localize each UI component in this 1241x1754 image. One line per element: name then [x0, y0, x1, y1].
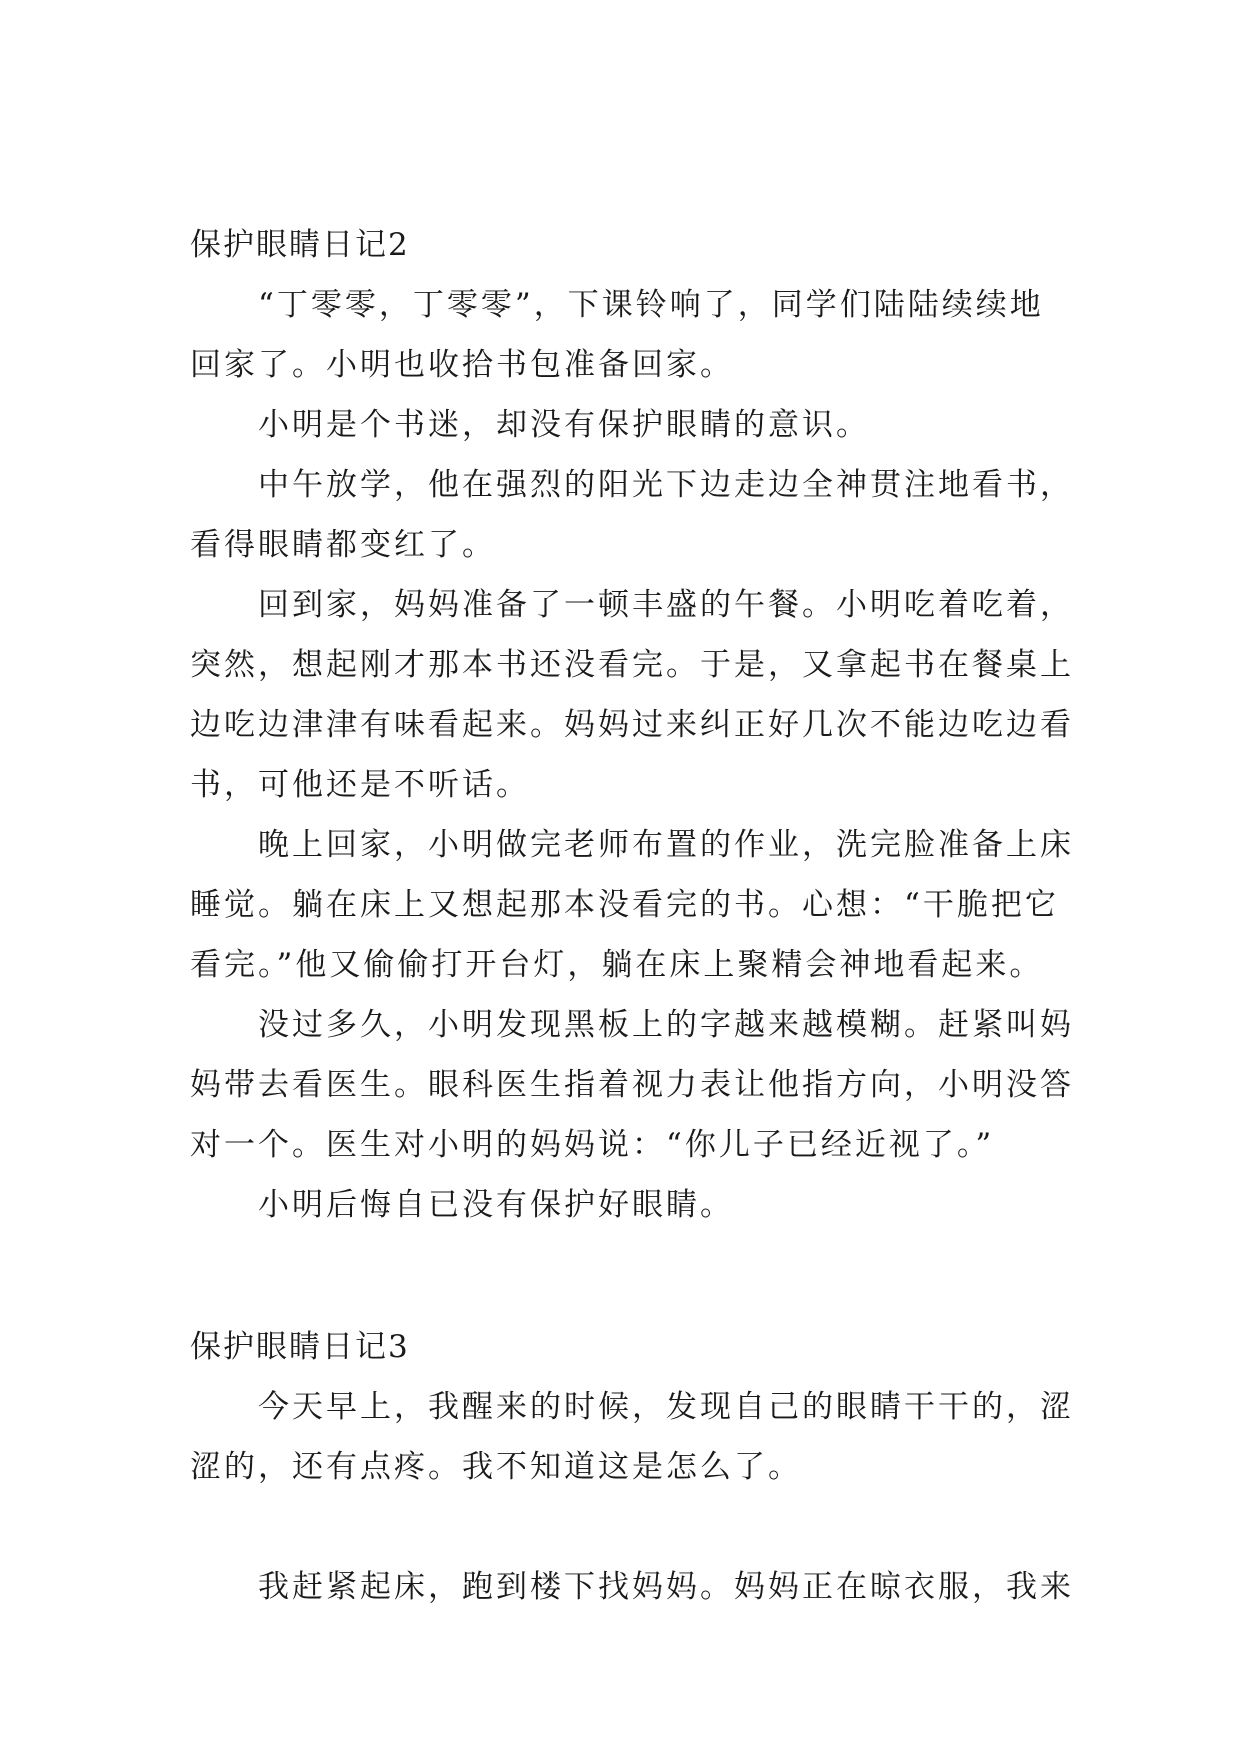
paragraph-line: 回家了。小明也收拾书包准备回家。 [190, 347, 734, 383]
document-page [190, 215, 1074, 1617]
paragraph-line: 看完。”他又偷偷打开台灯，躺在床上聚精会神地看起来。 [190, 947, 1044, 983]
paragraph-line: 今天早上，我醒来的时候，发现自己的眼睛干干的，涩 [258, 1389, 1074, 1425]
paragraph-line: 书，可他还是不听话。 [190, 767, 530, 803]
paragraph-line: 涩的，还有点疼。我不知道这是怎么了。 [190, 1449, 802, 1485]
paragraph-spacer [190, 1497, 1050, 1557]
paragraph-line: 回到家，妈妈准备了一顿丰盛的午餐。小明吃着吃着， [258, 587, 1074, 623]
section-spacer [190, 1235, 1050, 1317]
paragraph-line: 晚上回家，小明做完老师布置的作业，洗完脸准备上床 [258, 827, 1074, 863]
paragraph-line: 边吃边津津有味看起来。妈妈过来纠正好几次不能边吃边看 [190, 707, 1074, 743]
paragraph-line: “丁零零，丁零零”，下课铃响了，同学们陆陆续续地 [258, 287, 1044, 323]
paragraph-line: 对一个。医生对小明的妈妈说：“你儿子已经近视了。” [190, 1127, 995, 1163]
section-title: 保护眼睛日记3 [190, 1329, 410, 1365]
paragraph-line: 突然，想起刚才那本书还没看完。于是，又拿起书在餐桌上 [190, 647, 1074, 683]
paragraph-line: 小明后悔自已没有保护好眼睛。 [258, 1187, 734, 1223]
paragraph-line: 看得眼睛都变红了。 [190, 527, 496, 563]
paragraph-line: 小明是个书迷，却没有保护眼睛的意识。 [258, 407, 870, 443]
section-title: 保护眼睛日记2 [190, 227, 410, 263]
paragraph-line: 妈带去看医生。眼科医生指着视力表让他指方向，小明没答 [190, 1067, 1074, 1103]
paragraph-line: 没过多久，小明发现黑板上的字越来越模糊。赶紧叫妈 [258, 1007, 1074, 1043]
paragraph-line: 中午放学，他在强烈的阳光下边走边全神贯注地看书， [258, 467, 1074, 503]
paragraph-line: 我赶紧起床，跑到楼下找妈妈。妈妈正在晾衣服，我来 [258, 1569, 1074, 1605]
paragraph-line: 睡觉。躺在床上又想起那本没看完的书。心想：“干脆把它 [190, 887, 1059, 923]
